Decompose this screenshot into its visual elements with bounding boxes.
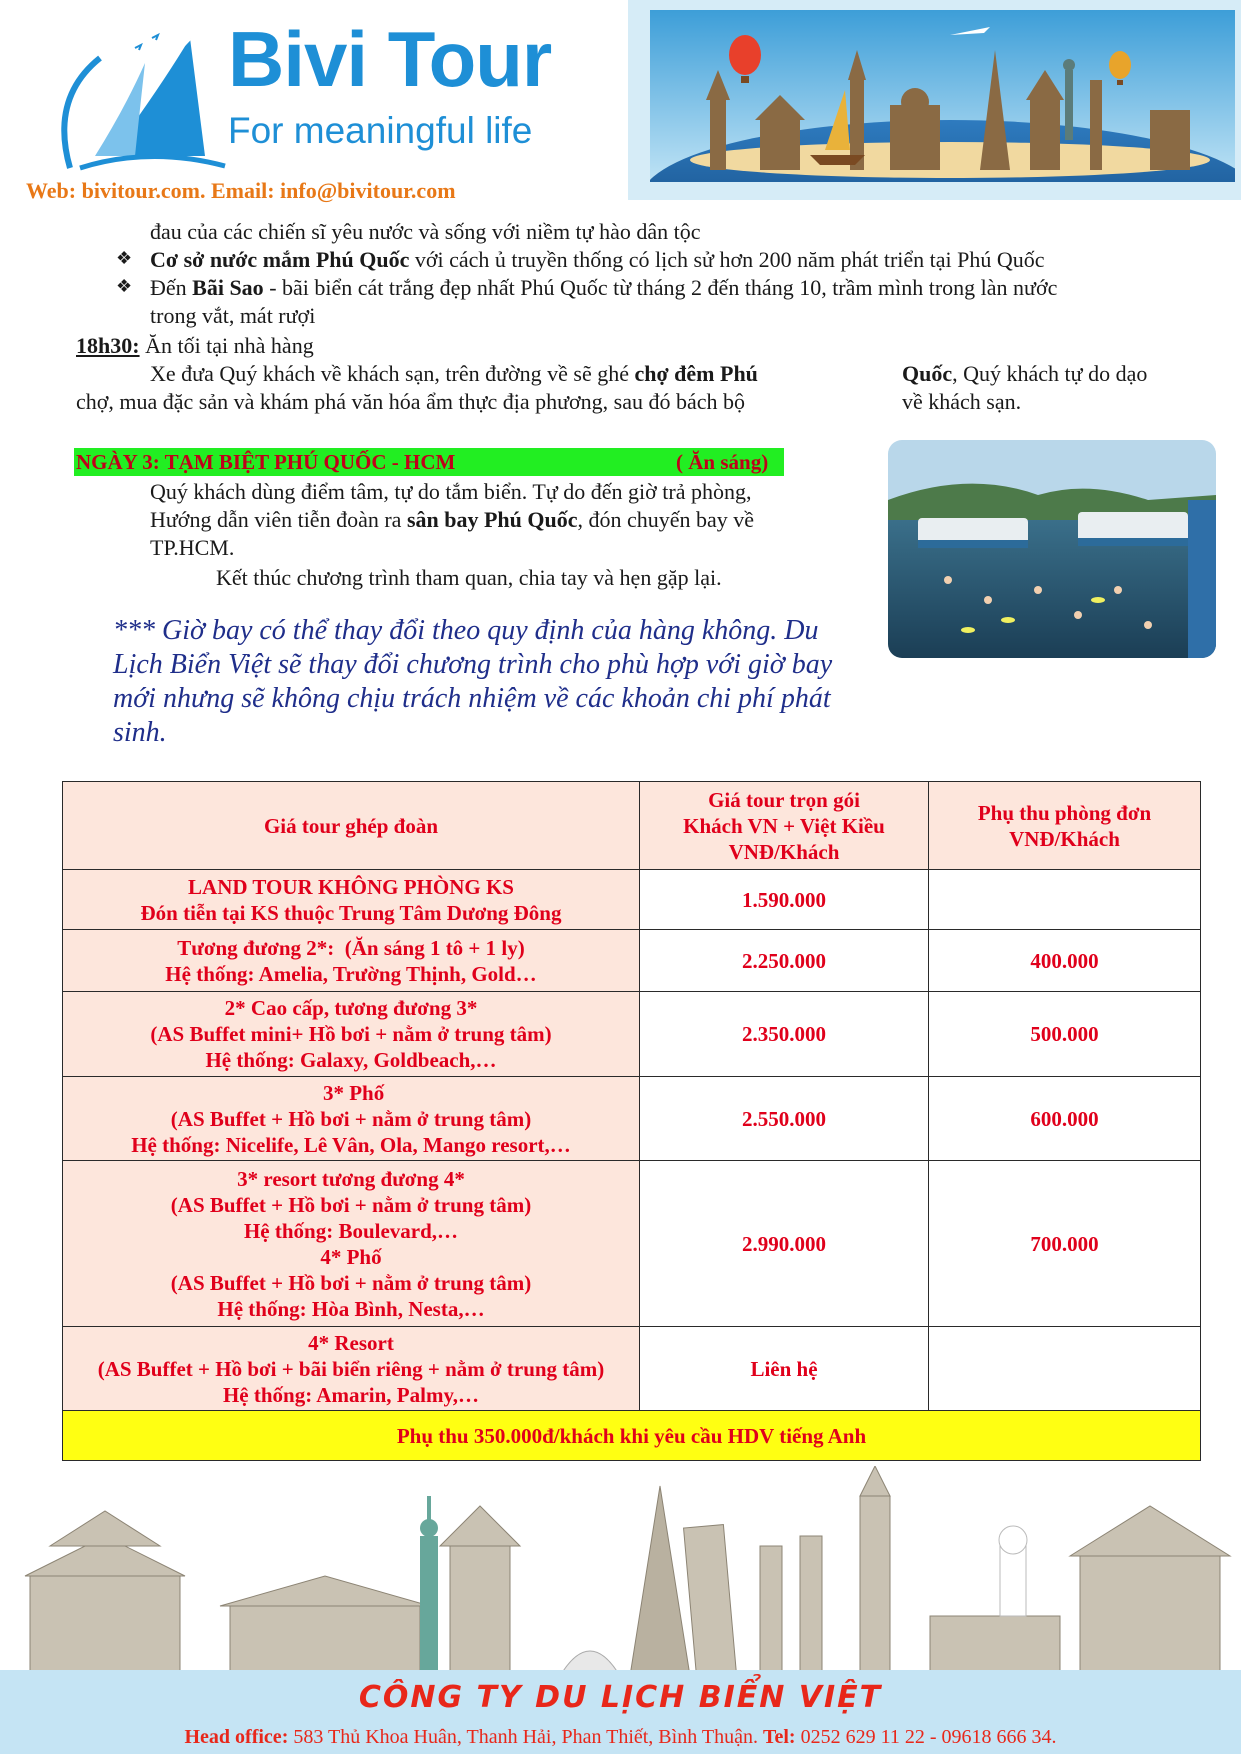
day3-line1: Quý khách dùng điểm tâm, tự do tắm biển. Tự do đến giờ trả phòng, bbox=[150, 479, 752, 504]
evening-line2: chợ, mua đặc sản và khám phá văn hóa ẩm thực địa phương, sau đó bách bộ bbox=[76, 389, 746, 414]
table-row bbox=[63, 870, 1201, 930]
table-row bbox=[63, 930, 1201, 992]
day3-closing: Kết thúc chương trình tham quan, chia tay và hẹn gặp lại. bbox=[216, 565, 722, 590]
table-row bbox=[63, 1077, 1201, 1161]
row-single: 400.000 bbox=[929, 930, 1201, 992]
travel-landmarks-banner bbox=[650, 10, 1235, 182]
row-single bbox=[929, 870, 1201, 930]
bullet-fish-sauce: Cơ sở nước mắm Phú Quốc với cách ủ truyền thống có lịch sử hơn 200 năm phát triển tại Phú Quốc bbox=[150, 247, 1045, 272]
row-single: 500.000 bbox=[929, 992, 1201, 1077]
contact-line: Web: bivitour.com. Email: info@bivitour.com bbox=[26, 178, 456, 203]
bullet-bai-sao: Đến Bãi Sao - bãi biển cát trắng đẹp nhất Phú Quốc từ tháng 2 đến tháng 10, trầm mình trong làn nước bbox=[150, 275, 1058, 300]
row-price: 2.990.000 bbox=[640, 1161, 929, 1327]
header-single-surcharge: Phụ thu phòng đơn VNĐ/Khách bbox=[929, 782, 1201, 870]
head-office-address: Head office: 583 Thủ Khoa Huân, Thanh Hải, Phan Thiết, Bình Thuận. Tel: 0252 629 11 22 - 09618 666 34. bbox=[184, 1726, 1057, 1748]
price-table bbox=[62, 781, 1201, 1461]
row-price: 2.250.000 bbox=[640, 930, 929, 992]
day3-line3: TP.HCM. bbox=[150, 535, 235, 560]
header-group-tour: Giá tour ghép đoàn bbox=[63, 782, 640, 870]
flight-time-note: *** Giờ bay có thể thay đổi theo quy định của hàng không. Du Lịch Biển Việt sẽ thay đổi chương trình cho phù hợp với giờ bay mới nhưng sẽ không chịu trách nhiệm về các khoản chi phí phát sinh. bbox=[113, 615, 833, 748]
itinerary-line-continuation: đau của các chiến sĩ yêu nước và sống với niềm tự hào dân tộc bbox=[150, 219, 701, 244]
diamond-bullet-icon: ❖ bbox=[116, 276, 133, 296]
bullet-bai-sao-line2: trong vắt, mát rượi bbox=[150, 303, 316, 328]
table-row bbox=[63, 1327, 1201, 1411]
company-name: CÔNG TY DU LỊCH BIỂN VIỆT bbox=[358, 1680, 883, 1715]
row-label: Tương đương 2*: (Ăn sáng 1 tô + 1 ly) Hệ thống: Amelia, Trường Thịnh, Gold… bbox=[63, 930, 640, 992]
row-price: 1.590.000 bbox=[640, 870, 929, 930]
english-guide-surcharge: Phụ thu 350.000đ/khách khi yêu cầu HDV tiếng Anh bbox=[63, 1411, 1201, 1461]
row-price: 2.550.000 bbox=[640, 1077, 929, 1161]
day3-line2: Hướng dẫn viên tiễn đoàn ra sân bay Phú Quốc, đón chuyến bay về bbox=[150, 507, 755, 532]
row-price: 2.350.000 bbox=[640, 992, 929, 1077]
header-package-price: Giá tour trọn gói Khách VN + Việt Kiều VNĐ/Khách bbox=[640, 782, 929, 870]
row-label: 3* resort tương đương 4* (AS Buffet + Hồ bơi + nằm ở trung tâm) Hệ thống: Boulevard,… 4* Phố (AS Buffet + Hồ bơi + nằm ở trung tâm) Hệ thống: Hòa Bình, Nesta,… bbox=[63, 1161, 640, 1327]
row-price: Liên hệ bbox=[640, 1327, 929, 1411]
row-label: 2* Cao cấp, tương đương 3* (AS Buffet mini+ Hồ bơi + nằm ở trung tâm) Hệ thống: Galaxy, Goldbeach,… bbox=[63, 992, 640, 1077]
world-landmarks-skyline bbox=[0, 1466, 1241, 1676]
row-single: 600.000 bbox=[929, 1077, 1201, 1161]
row-single bbox=[929, 1327, 1201, 1411]
brand-name: Bivi Tour bbox=[228, 15, 552, 103]
row-label: 3* Phố (AS Buffet + Hồ bơi + nằm ở trung tâm) Hệ thống: Nicelife, Lê Vân, Ola, Mango resort,… bbox=[63, 1077, 640, 1161]
row-label: 4* Resort (AS Buffet + Hồ bơi + bãi biển riêng + nằm ở trung tâm) Hệ thống: Amarin, Palmy,… bbox=[63, 1327, 640, 1411]
evening-line1: Xe đưa Quý khách về khách sạn, trên đường về sẽ ghé chợ đêm Phú bbox=[150, 361, 758, 386]
sailboat-logo-icon bbox=[40, 18, 240, 178]
evening-line1-right: Quốc, Quý khách tự do dạo bbox=[902, 361, 1148, 386]
table-row bbox=[63, 992, 1201, 1077]
diamond-bullet-icon: ❖ bbox=[116, 248, 133, 268]
day3-meal: ( Ăn sáng) bbox=[676, 450, 769, 474]
row-single: 700.000 bbox=[929, 1161, 1201, 1327]
swimming-boats-photo bbox=[888, 440, 1216, 658]
row-label: LAND TOUR KHÔNG PHÒNG KS Đón tiễn tại KS thuộc Trung Tâm Dương Đông bbox=[63, 870, 640, 930]
brand-tagline: For meaningful life bbox=[228, 110, 533, 151]
day3-title: NGÀY 3: TẠM BIỆT PHÚ QUỐC - HCM bbox=[76, 450, 456, 474]
evening-line2-right: về khách sạn. bbox=[902, 389, 1022, 414]
dinner-line: 18h30: Ăn tối tại nhà hàng bbox=[76, 333, 314, 358]
table-row bbox=[63, 1161, 1201, 1327]
